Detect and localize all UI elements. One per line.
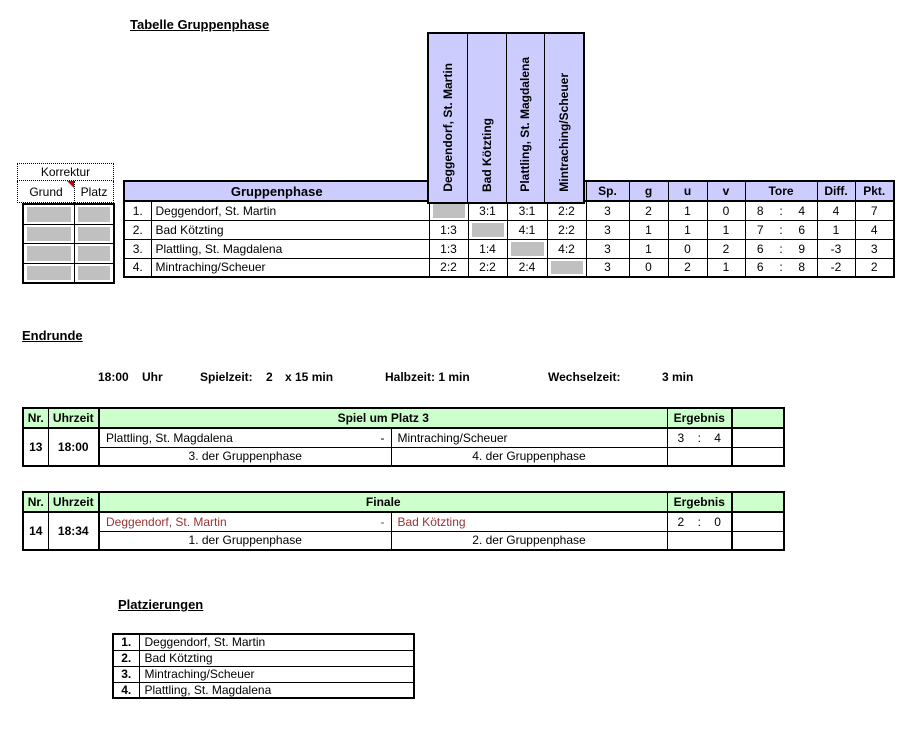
score-cell[interactable]: 2:4 xyxy=(507,258,547,277)
match-title: Finale xyxy=(99,492,667,512)
g-cell: 2 xyxy=(629,201,668,220)
away-team-cell[interactable]: Mintraching/Scheuer xyxy=(391,428,667,447)
final-standings-table xyxy=(112,633,415,699)
sp-cell: 3 xyxy=(586,239,629,258)
tore-cell xyxy=(745,258,817,277)
korrektur-platz-header[interactable] xyxy=(74,181,114,203)
v-cell: 2 xyxy=(707,239,745,258)
g-cell: 1 xyxy=(629,220,668,239)
score-cell[interactable]: 2:2 xyxy=(429,258,468,277)
score-cell[interactable]: 4:2 xyxy=(547,239,586,258)
tore-cell xyxy=(745,239,817,258)
rank-cell: 4. xyxy=(124,258,151,277)
u-cell: 1 xyxy=(668,220,707,239)
spielzeit-count: 2 xyxy=(266,370,273,384)
wechselzeit-value: 3 min xyxy=(662,370,694,384)
standing-rank: 2. xyxy=(113,650,139,666)
nr-header: Nr. xyxy=(23,408,48,428)
rank-cell: 1. xyxy=(124,201,151,220)
g-cell: 0 xyxy=(629,258,668,277)
standing-rank: 4. xyxy=(113,682,139,698)
goals-colon: : xyxy=(779,203,783,218)
v-cell: 0 xyxy=(707,201,745,220)
score-cell[interactable]: 2:2 xyxy=(468,258,507,277)
korrektur-header xyxy=(17,163,114,203)
vertical-header-cell xyxy=(429,34,467,202)
standing-team: Plattling, St. Magdalena xyxy=(139,682,414,698)
vertical-header-cell xyxy=(467,34,506,202)
header-tore: Tore xyxy=(745,181,817,201)
korrektur-grund-label: Grund xyxy=(29,184,63,199)
away-team-cell[interactable]: Bad Kötzting xyxy=(391,512,667,531)
home-team-cell[interactable] xyxy=(99,428,391,447)
standing-row xyxy=(113,666,414,682)
diff-cell: -2 xyxy=(817,258,855,277)
header-sp: Sp. xyxy=(586,181,629,201)
uhrzeit-header: Uhrzeit xyxy=(48,492,99,512)
vertical-team-label: Mintraching/Scheuer xyxy=(557,73,572,192)
tore-cell xyxy=(745,220,817,239)
result-empty-cell xyxy=(667,447,732,466)
score-cell[interactable]: 2:2 xyxy=(547,220,586,239)
ergebnis-header: Ergebnis xyxy=(667,492,732,512)
korrektur-grund-cell[interactable] xyxy=(24,244,75,263)
sp-cell: 3 xyxy=(586,220,629,239)
korrektur-row xyxy=(24,224,113,244)
korrektur-grund-cell[interactable] xyxy=(24,225,75,244)
u-cell: 0 xyxy=(668,239,707,258)
rank-cell: 3. xyxy=(124,239,151,258)
match-table-platz3 xyxy=(22,407,785,467)
extra-header-cell xyxy=(732,408,784,428)
goals-for: 7 xyxy=(756,222,764,237)
standing-row xyxy=(113,682,414,698)
korrektur-platz-label: Platz xyxy=(80,184,108,199)
extra-cell xyxy=(732,512,784,531)
match-row-teams xyxy=(23,512,784,531)
team-separator: - xyxy=(380,514,385,529)
vertical-header-cell xyxy=(544,34,583,202)
result-colon: : xyxy=(697,430,701,445)
pkt-cell: 2 xyxy=(855,258,894,277)
spielzeit-label: Spielzeit: xyxy=(200,370,253,384)
extra-cell xyxy=(732,531,784,550)
vertical-team-label: Plattling, St. Magdalena xyxy=(518,57,533,192)
result-home: 3 xyxy=(677,430,685,445)
standing-team: Mintraching/Scheuer xyxy=(139,666,414,682)
match-title: Spiel um Platz 3 xyxy=(99,408,667,428)
comment-marker-icon xyxy=(67,181,74,188)
pkt-cell: 3 xyxy=(855,239,894,258)
team-cell: Deggendorf, St. Martin xyxy=(151,201,429,220)
korrektur-input-grid xyxy=(22,203,115,284)
korrektur-platz-cell[interactable] xyxy=(75,244,113,263)
pkt-cell: 7 xyxy=(855,201,894,220)
match-table-finale xyxy=(22,491,785,551)
score-cell[interactable]: 1:3 xyxy=(429,239,468,258)
rank-cell: 2. xyxy=(124,220,151,239)
korrektur-grund-header[interactable] xyxy=(17,181,74,203)
korrektur-grund-cell[interactable] xyxy=(24,205,75,224)
team-cell: Plattling, St. Magdalena xyxy=(151,239,429,258)
uhrzeit-header: Uhrzeit xyxy=(48,408,99,428)
home-seed: 3. der Gruppenphase xyxy=(99,447,391,466)
time-unit-label: Uhr xyxy=(142,370,163,384)
pkt-cell: 4 xyxy=(855,220,894,239)
score-cell[interactable]: 3:1 xyxy=(507,201,547,220)
korrektur-title: Korrektur xyxy=(17,163,114,181)
score-cell[interactable]: 3:1 xyxy=(468,201,507,220)
header-g: g xyxy=(629,181,668,201)
goals-against: 6 xyxy=(798,222,806,237)
goals-for: 6 xyxy=(756,241,764,256)
u-cell: 1 xyxy=(668,201,707,220)
standing-rank: 3. xyxy=(113,666,139,682)
goals-against: 8 xyxy=(798,260,806,275)
goals-against: 9 xyxy=(798,241,806,256)
home-team-name: Deggendorf, St. Martin xyxy=(106,514,227,529)
spielzeit-duration: x 15 min xyxy=(285,370,334,384)
vertical-team-headers xyxy=(427,32,585,204)
group-row-4 xyxy=(124,258,894,277)
diagonal-cell xyxy=(547,258,586,277)
standing-row xyxy=(113,650,414,666)
goals-for: 6 xyxy=(756,260,764,275)
match-row-teams xyxy=(23,428,784,447)
vertical-header-cell xyxy=(506,34,545,202)
korrektur-platz-cell[interactable] xyxy=(75,225,113,244)
goals-against: 4 xyxy=(798,203,806,218)
away-seed: 4. der Gruppenphase xyxy=(391,447,667,466)
header-pkt: Pkt. xyxy=(855,181,894,201)
team-cell: Bad Kötzting xyxy=(151,220,429,239)
standing-team: Deggendorf, St. Martin xyxy=(139,634,414,650)
home-team-name: Plattling, St. Magdalena xyxy=(106,430,233,445)
score-cell[interactable]: 2:2 xyxy=(547,201,586,220)
u-cell: 2 xyxy=(668,258,707,277)
result-empty-cell xyxy=(667,531,732,550)
diagonal-cell xyxy=(468,220,507,239)
header-v: v xyxy=(707,181,745,201)
goals-colon: : xyxy=(779,260,783,275)
vertical-team-label: Bad Kötzting xyxy=(479,118,494,192)
g-cell: 1 xyxy=(629,239,668,258)
goals-colon: : xyxy=(779,241,783,256)
korrektur-row xyxy=(24,205,113,224)
score-cell[interactable]: 4:1 xyxy=(507,220,547,239)
result-colon: : xyxy=(697,514,701,529)
group-table-title-cell: Gruppenphase xyxy=(124,181,429,201)
korrektur-row xyxy=(24,263,113,283)
korrektur-grund-cell[interactable] xyxy=(24,264,75,283)
halbzeit-info: Halbzeit: 1 min xyxy=(385,370,470,384)
korrektur-platz-cell[interactable] xyxy=(75,205,113,224)
match-row-seeds xyxy=(23,531,784,550)
score-cell[interactable]: 1:4 xyxy=(468,239,507,258)
group-row-2 xyxy=(124,220,894,239)
start-time: 18:00 xyxy=(98,370,129,384)
sp-cell: 3 xyxy=(586,258,629,277)
platzierungen-title: Platzierungen xyxy=(118,597,204,612)
result-home: 2 xyxy=(677,514,685,529)
home-team-cell[interactable] xyxy=(99,512,391,531)
tore-cell xyxy=(745,201,817,220)
away-seed: 2. der Gruppenphase xyxy=(391,531,667,550)
match-number: 14 xyxy=(23,512,48,550)
header-u: u xyxy=(668,181,707,201)
group-row-3 xyxy=(124,239,894,258)
match-time: 18:00 xyxy=(48,428,99,466)
header-diff: Diff. xyxy=(817,181,855,201)
result-away: 4 xyxy=(714,430,721,445)
goals-colon: : xyxy=(779,222,783,237)
goals-for: 8 xyxy=(756,203,764,218)
extra-cell xyxy=(732,447,784,466)
nr-header: Nr. xyxy=(23,492,48,512)
result-away: 0 xyxy=(714,514,721,529)
diff-cell: -3 xyxy=(817,239,855,258)
endrunde-title: Endrunde xyxy=(22,328,83,343)
team-separator: - xyxy=(380,430,385,445)
home-seed: 1. der Gruppenphase xyxy=(99,531,391,550)
vertical-team-label: Deggendorf, St. Martin xyxy=(440,63,455,192)
standing-row xyxy=(113,634,414,650)
diff-cell: 4 xyxy=(817,201,855,220)
score-cell[interactable]: 1:3 xyxy=(429,220,468,239)
korrektur-platz-cell[interactable] xyxy=(75,264,113,283)
team-cell: Mintraching/Scheuer xyxy=(151,258,429,277)
korrektur-row xyxy=(24,243,113,263)
match-row-seeds xyxy=(23,447,784,466)
v-cell: 1 xyxy=(707,220,745,239)
result-cell[interactable] xyxy=(667,428,732,447)
extra-header-cell xyxy=(732,492,784,512)
extra-cell xyxy=(732,428,784,447)
ergebnis-header: Ergebnis xyxy=(667,408,732,428)
diagonal-cell xyxy=(507,239,547,258)
wechselzeit-label: Wechselzeit: xyxy=(548,370,621,384)
group-phase-title: Tabelle Gruppenphase xyxy=(130,17,270,32)
diff-cell: 1 xyxy=(817,220,855,239)
sp-cell: 3 xyxy=(586,201,629,220)
v-cell: 1 xyxy=(707,258,745,277)
standing-team: Bad Kötzting xyxy=(139,650,414,666)
match-number: 13 xyxy=(23,428,48,466)
result-cell[interactable] xyxy=(667,512,732,531)
match-time: 18:34 xyxy=(48,512,99,550)
standing-rank: 1. xyxy=(113,634,139,650)
